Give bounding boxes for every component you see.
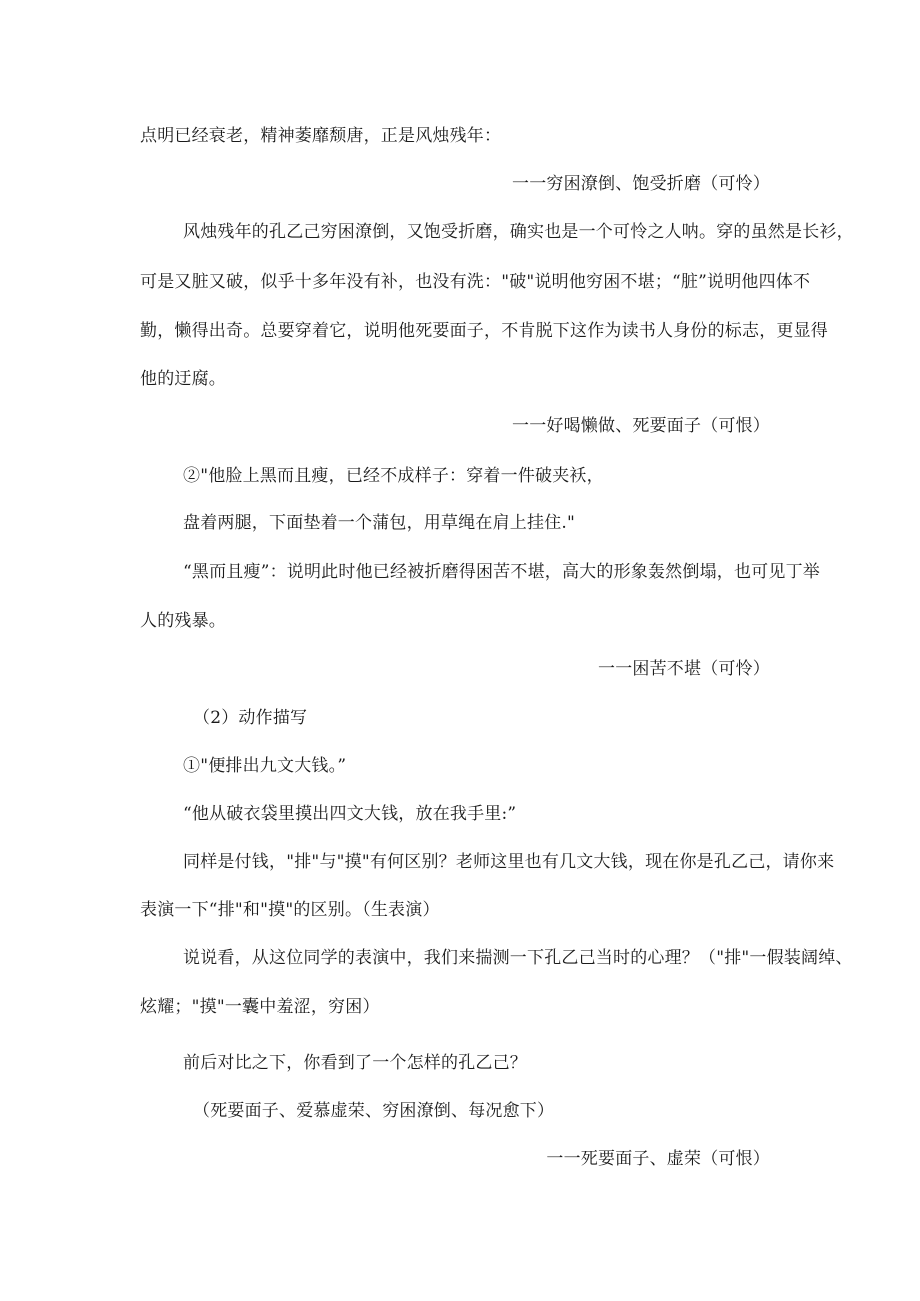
paragraph-line: 说说看，从这位同学的表演中，我们来揣测一下孔乙己当时的心理？（"排"一假装阔绰、: [183, 948, 853, 968]
paragraph-line: 可是又脏又破，似乎十多年没有补，也没有洗："破"说明他穷困不堪；“脏”说明他四体不: [140, 272, 811, 292]
paragraph-line: 人的残暴。: [140, 611, 226, 631]
summary-note: 一一好喝懒做、死要面子（可恨）: [512, 416, 770, 436]
quotation-line: ①"便排出九文大钱。”: [183, 756, 347, 776]
quotation-line: ②"他脸上黑而且瘦，已经不成样子：穿着一件破夹袄，: [183, 466, 604, 486]
summary-note: 一一穷困潦倒、饱受折磨（可怜）: [512, 174, 770, 194]
paragraph-line: 点明已经衰老，精神萎靡颓唐，正是风烛残年：: [140, 126, 502, 146]
summary-note: 一一死要面子、虚荣（可恨）: [546, 1149, 770, 1169]
paragraph-line: “黑而且瘦”：说明此时他已经被折磨得困苦不堪，高大的形象轰然倒塌，也可见丁举: [183, 562, 820, 582]
paragraph-line: 炫耀；"摸"一囊中羞涩，穷困）: [140, 997, 380, 1017]
section-heading: （2）动作描写: [193, 708, 308, 728]
paragraph-line: 表演一下“排"和"摸"的区别。（生表演）: [140, 900, 440, 920]
paragraph-line: 同样是付钱，"排"与"摸"有何区别？老师这里也有几文大钱，现在你是孔乙己，请你来: [183, 852, 835, 872]
answer-line: （死要面子、爱慕虚荣、穷困潦倒、每况愈下）: [193, 1101, 555, 1121]
quotation-line: “他从破衣袋里摸出四文大钱，放在我手里:”: [183, 804, 517, 824]
quotation-line: 盘着两腿，下面垫着一个蒲包，用草绳在肩上挂住.": [183, 513, 576, 533]
paragraph-line: 他的迂腐。: [140, 369, 226, 389]
summary-note: 一一困苦不堪（可怜）: [598, 659, 770, 679]
paragraph-line: 勤，懒得出奇。总要穿着它，说明他死要面子，不肯脱下这作为读书人身份的标志，更显得: [140, 321, 828, 341]
question-line: 前后对比之下，你看到了一个怎样的孔乙己？: [183, 1053, 527, 1073]
paragraph-line: 风烛残年的孔乙己穷困潦倒，又饱受折磨，确实也是一个可怜之人呐。穿的虽然是长衫，: [183, 222, 854, 242]
